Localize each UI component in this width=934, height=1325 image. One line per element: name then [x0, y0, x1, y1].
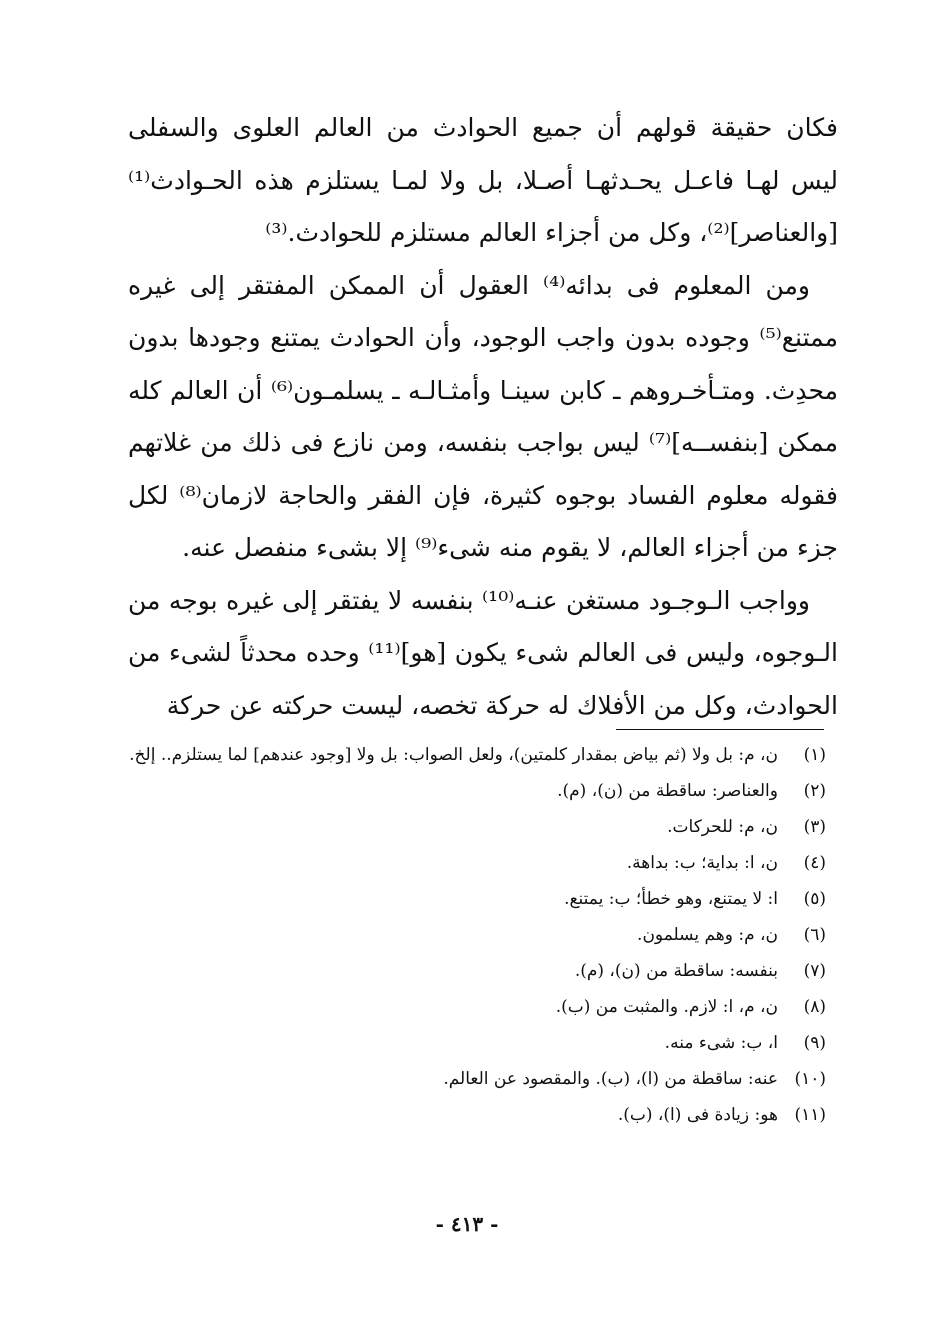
- paragraph: وواجب الـوجـود مستغن عنـه⁽¹⁰⁾ بنفسه لا يفتقر إلى غيره بوجه من الـوجوه، وليس فى العالم شىء يكون [هو]⁽¹¹⁾ وحده محدثاً لشىء من الحوادث، وكل من الأفلاك له حركة تخصه، ليست حركته عن حركة: [128, 585, 838, 720]
- footnote-item: [128, 809, 826, 845]
- footnote-item: [128, 881, 826, 917]
- footnote-number: (٨): [803, 997, 826, 1017]
- footnote-item: [128, 845, 826, 881]
- page-number: - ٤١٣ -: [435, 1212, 499, 1236]
- footnote-text: هو: زيادة فى (ا)، (ب).: [617, 1105, 778, 1125]
- footnote-text: عنه: ساقطة من (ا)، (ب). والمقصود عن العالم.: [443, 1069, 778, 1089]
- footnote-number: (٣): [803, 817, 826, 837]
- footnote-separator: [616, 729, 824, 730]
- footnote-text: بنفسه: ساقطة من (ن)، (م).: [574, 961, 778, 981]
- footnote-text: ن، ا: بداية؛ ب: بداهة.: [626, 853, 778, 873]
- footnote-number: (٩): [803, 1033, 826, 1053]
- footnote-item: [128, 917, 826, 953]
- footnote-item: [128, 953, 826, 989]
- main-text: [128, 102, 838, 732]
- paragraph: ومن المعلوم فى بدائه⁽⁴⁾ العقول أن الممكن المفتقر إلى غيره ممتنع⁽⁵⁾ وجوده بدون واجب الوجود، وأن الحوادث يمتنع وجودها بدون محدِث. ومتـأخـروهم ـ كابن سينـا وأمثـالـه ـ يسلمـون⁽⁶⁾ أن العالم كله ممكن [بنفســه]⁽⁷⁾ ليس بواجب بنفسه، ومن نازع فى ذلك من غلاتهم فقوله معلوم الفساد بوجوه كثيرة، فإن الفقر والحاجة لازمان⁽⁸⁾ لكل جزء من أجزاء العالم، لا يقوم منه شىء⁽⁹⁾ إلا بشىء منفصل عنه.: [128, 270, 838, 562]
- footnote-number: (٧): [803, 961, 826, 981]
- footnote-number: (١٠): [794, 1069, 826, 1089]
- footnote-item: [128, 1097, 826, 1133]
- footnote-number: (٦): [803, 925, 826, 945]
- footnote-item: [128, 773, 826, 809]
- footnotes-list: [128, 737, 826, 1133]
- footnote-item: [128, 1025, 826, 1061]
- footnote-text: ن، م: للحركات.: [667, 817, 778, 837]
- footnote-number: (٢): [803, 781, 826, 801]
- footnote-text: ا: لا يمتنع، وهو خطأ؛ ب: يمتنع.: [564, 889, 778, 909]
- footnote-number: (١١): [794, 1105, 826, 1125]
- footnote-text: ن، م، ا: لازم. والمثبت من (ب).: [555, 997, 778, 1017]
- footnote-number: (٥): [803, 889, 826, 909]
- paragraph: فكان حقيقة قولهم أن جميع الحوادث من العالم العلوى والسفلى ليس لهـا فاعـل يحـدثهـا أصـلا، بل ولا لمـا يستلزم هذه الحـوادث⁽¹⁾ [والعناصر]⁽²⁾، وكل من أجزاء العالم مستلزم للحوادث.⁽³⁾: [128, 113, 838, 247]
- footnote-item: [128, 989, 826, 1025]
- footnote-item: [128, 737, 826, 773]
- footnote-text: والعناصر: ساقطة من (ن)، (م).: [557, 781, 778, 801]
- footnote-text: ن، م: وهم يسلمون.: [637, 925, 778, 945]
- footnote-number: (١): [803, 745, 826, 765]
- footnote-text: ا، ب: شىء منه.: [664, 1033, 778, 1053]
- footnote-text: ن، م: بل ولا (ثم بياض بمقدار كلمتين)، ولعل الصواب: بل ولا [وجود عندهم] لما يستلزم.. إلخ.: [129, 745, 778, 765]
- footnote-item: [128, 1061, 826, 1097]
- footnote-number: (٤): [803, 853, 826, 873]
